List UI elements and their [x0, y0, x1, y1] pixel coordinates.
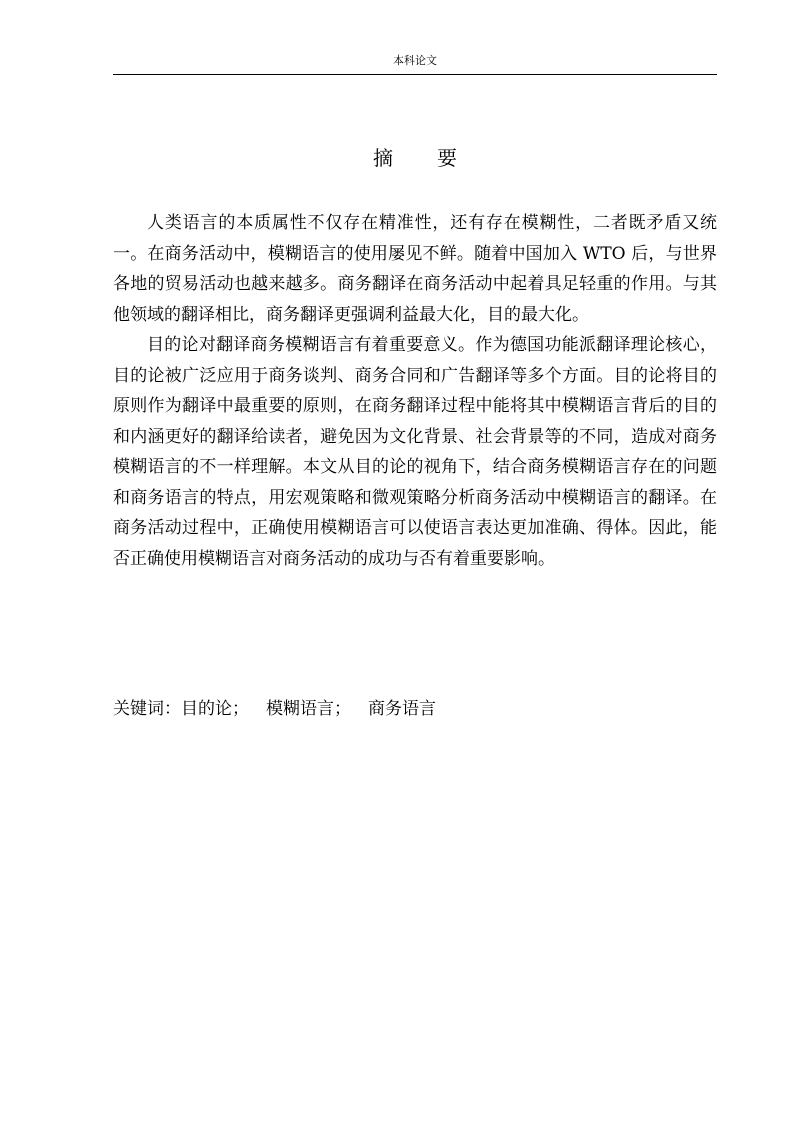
abstract-body: [113, 208, 717, 574]
keyword-item: 模糊语言；: [266, 699, 351, 719]
abstract-title: [113, 144, 717, 172]
running-title: 本科论文: [393, 54, 437, 67]
keyword-item: 目的论；: [181, 699, 249, 719]
page-header: [113, 52, 717, 75]
abstract-paragraph-2: 目的论对翻译商务模糊语言有着重要意义。作为德国功能派翻译理论核心，目的论被广泛应用于商务谈判、商务合同和广告翻译等多个方面。目的论将目的原则作为翻译中最重要的原则，在商务翻译过程中能将其中模糊语言背后的目的和内涵更好的翻译给读者，避免因为文化背景、社会背景等的不同，造成对商务模糊语言的不一样理解。本文从目的论的视角下，结合商务模糊语言存在的问题和商务语言的特点，用宏观策略和微观策略分析商务活动中模糊语言的翻译。在商务活动过程中，正确使用模糊语言可以使语言表达更加准确、得体。因此，能否正确使用模糊语言对商务活动的成功与否有着重要影响。: [113, 335, 717, 569]
abstract-title-char-2: 要: [437, 146, 457, 170]
keywords-line: [113, 694, 717, 724]
abstract-paragraph-1: 人类语言的本质属性不仅存在精准性，还有存在模糊性，二者既矛盾又统一。在商务活动中，模糊语言的使用屡见不鲜。随着中国加入 WTO 后，与世界各地的贸易活动也越来越多。商务翻译在商务活动中起着具足轻重的作用。与其他领域的翻译相比，商务翻译更强调利益最大化，目的最大化。: [113, 213, 717, 325]
abstract-title-char-1: 摘: [373, 146, 393, 170]
keywords-label: 关键词：: [113, 699, 181, 719]
keyword-item: 商务语言: [368, 699, 436, 719]
